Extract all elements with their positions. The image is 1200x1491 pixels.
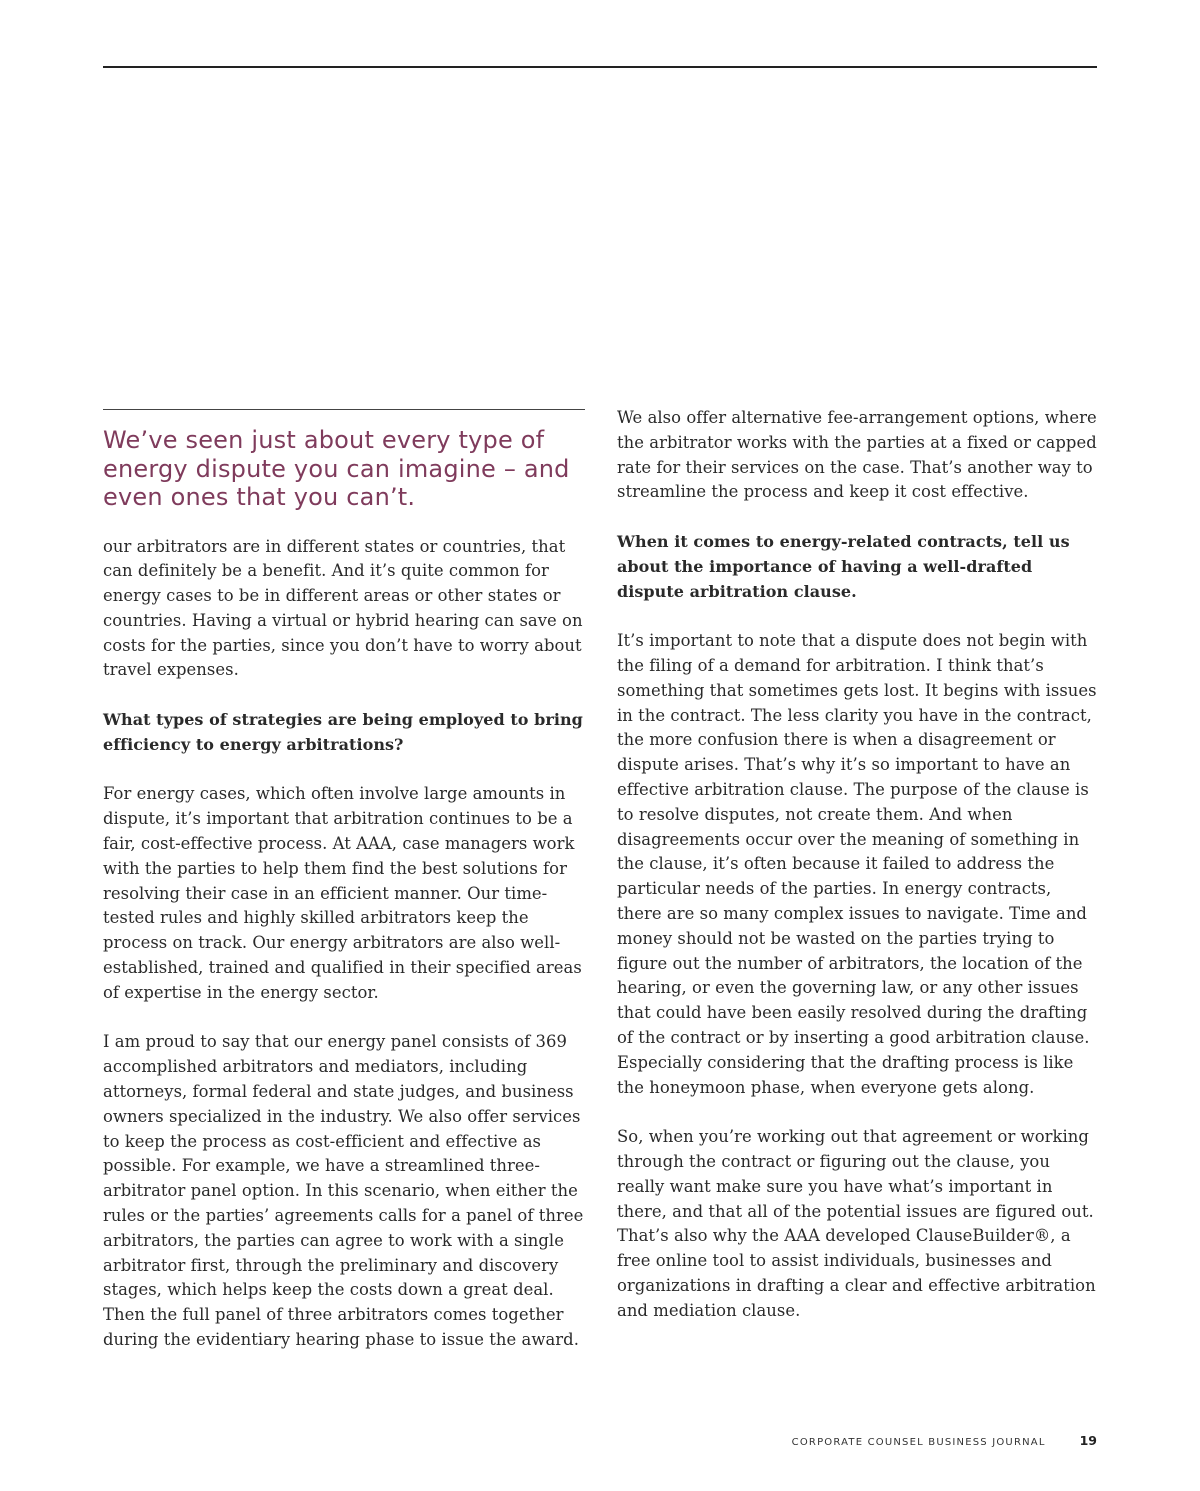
right-paragraph-2: It’s important to note that a dispute does not begin with the filing of a demand for arbitration. I think that’s something that sometimes gets lost. It begins with issues in the contract. The less clarity you have in the contract, the more confusion there is when a disagreement or dispute arises. That’s why it’s so important to have an effective arbitration clause. The purpose of the clause is to resolve disputes, not create them. And when disagreements occur over the meaning of something in the clause, it’s often because it failed to address the particular needs of the parties. In energy contracts, there are so many complex issues to navigate. Time and money should not be wasted on the parties trying to figure out the number of arbitrators, the location of the hearing, or even the governing law, or any other issues that could have been easily resolved during the drafting of the contract or by inserting a good arbitration clause. Especially considering that the drafting process is like the honeymoon phase, when everyone gets along.	[617, 631, 1097, 1097]
left-column	[103, 409, 585, 1378]
pull-quote: We’ve seen just about every type of energy dispute you can imagine – and even ones that you can’t.	[103, 426, 570, 511]
pull-quote-divider	[103, 409, 585, 410]
left-paragraph-2: For energy cases, which often involve large amounts in dispute, it’s important that arbitration continues to be a fair, cost-effective process. At AAA, case managers work with the parties to help them find the best solutions for resolving their case in an efficient manner. Our time-tested rules and highly skilled arbitrators keep the process on track. Our energy arbitrators are also well-established, trained and qualified in their specified areas of expertise in the energy sector.	[103, 784, 582, 1002]
interview-question-strategies: What types of strategies are being employed to bring efficiency to energy arbitrations?	[103, 710, 583, 754]
page-number: 19	[1079, 1433, 1097, 1448]
journal-name: CORPORATE COUNSEL BUSINESS JOURNAL	[791, 1437, 1046, 1448]
top-divider	[103, 66, 1097, 68]
right-paragraph-3: So, when you’re working out that agreement or working through the contract or figuring out the clause, you really want make sure you have what’s important in there, and that all of the potential issues are figured out. That’s also why the AAA developed ClauseBuilder®, a free online tool to assist individuals, businesses and organizations in drafting a clear and effective arbitration and mediation clause.	[617, 1127, 1096, 1320]
left-paragraph-3: I am proud to say that our energy panel consists of 369 accomplished arbitrators and mediators, including attorneys, formal federal and state judges, and business owners specialized in the industry. We also offer services to keep the process as cost-efficient and effective as possible. For example, we have a streamlined three-arbitrator panel option. In this scenario, when either the rules or the parties’ agreements calls for a panel of three arbitrators, the parties can agree to work with a single arbitrator first, through the preliminary and discovery stages, which helps keep the costs down a great deal. Then the full panel of three arbitrators comes together during the evidentiary hearing phase to issue the award.	[103, 1032, 584, 1349]
right-column	[617, 406, 1099, 1348]
right-paragraph-1: We also offer alternative fee-arrangement options, where the arbitrator works with the parties at a fixed or capped rate for their services on the case. That’s another way to streamline the process and keep it cost effective.	[617, 408, 1097, 502]
page-footer	[792, 1433, 1097, 1448]
interview-question-clause: When it comes to energy-related contracts, tell us about the importance of having a well-drafted dispute arbitration clause.	[617, 531, 1070, 601]
left-paragraph-1: our arbitrators are in different states or countries, that can definitely be a benefit. And it’s quite common for energy cases to be in different areas or other states or countries. Having a virtual or hybrid hearing can save on costs for the parties, since you don’t have to worry about travel expenses.	[103, 536, 583, 680]
